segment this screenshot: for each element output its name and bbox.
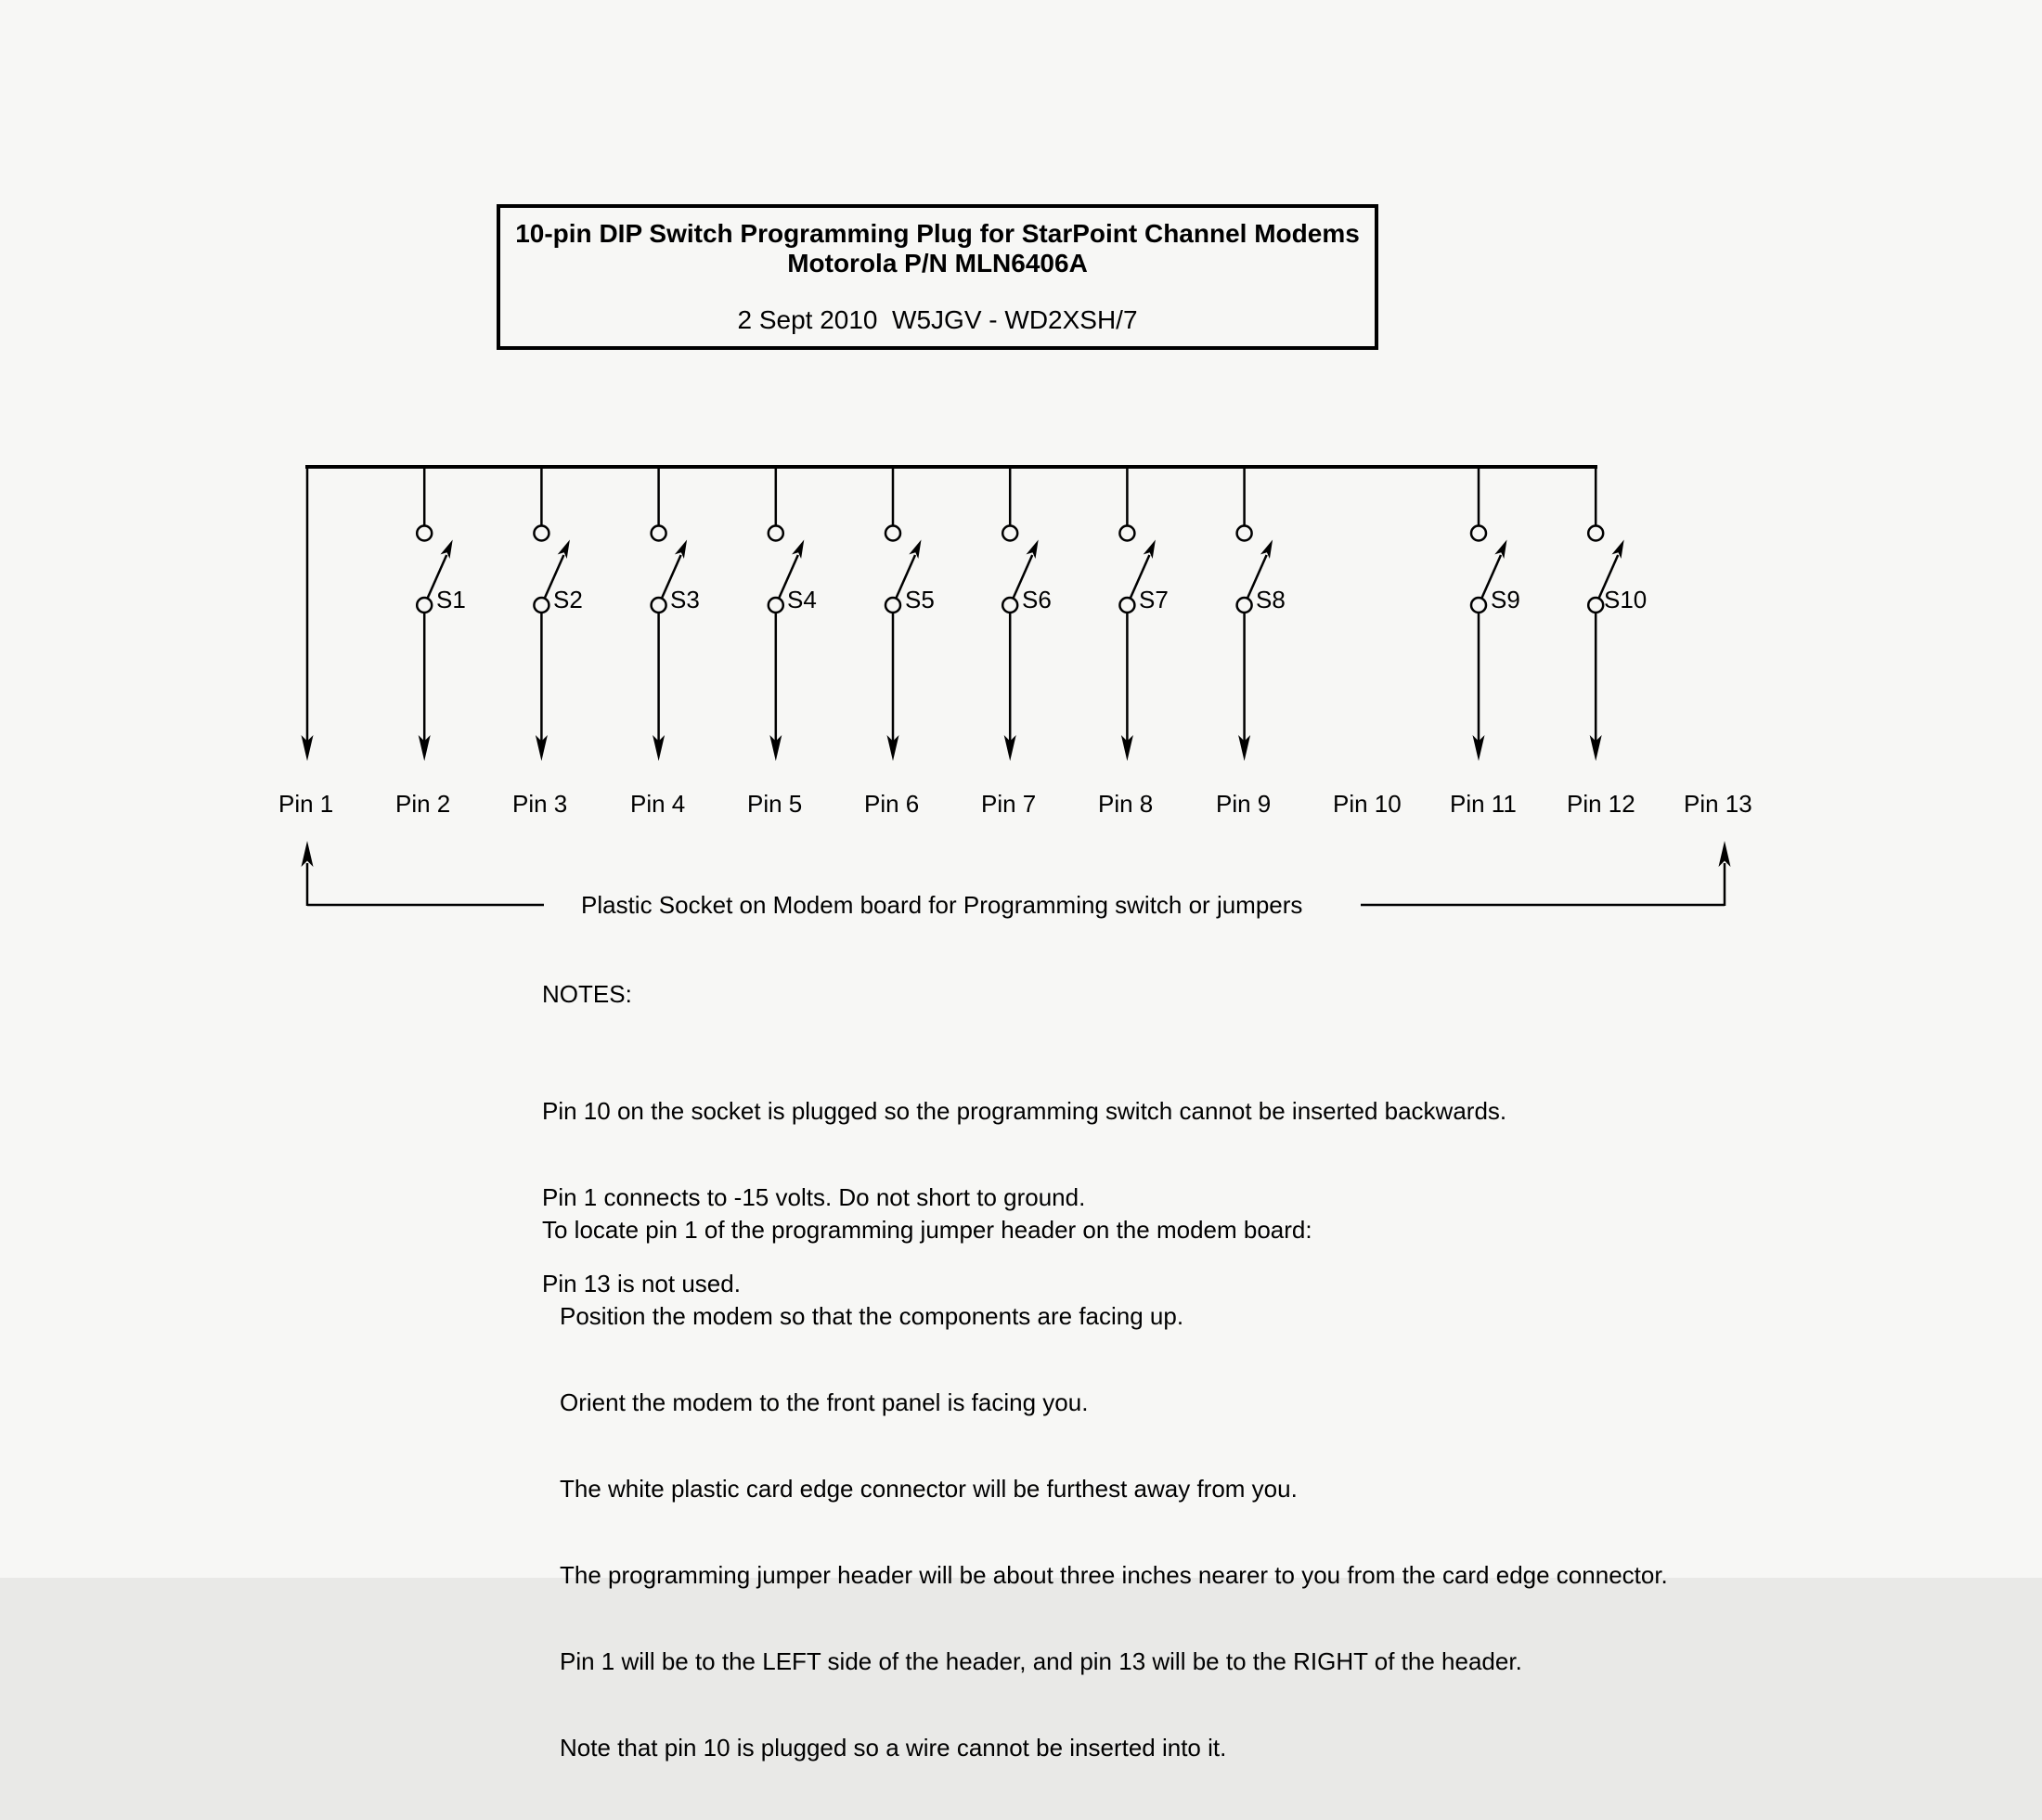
pin-label-8: Pin 8: [1098, 790, 1154, 818]
socket-caption: Plastic Socket on Modem board for Programming switch or jumpers: [581, 891, 1303, 919]
pin-label-5: Pin 5: [747, 790, 803, 818]
switch-label-s3: S3: [670, 586, 700, 613]
notes-heading: NOTES:: [542, 980, 632, 1008]
title-line-1: 10-pin DIP Switch Programming Plug for StarPoint Channel Modems: [515, 219, 1360, 248]
switch-label-s4: S4: [787, 586, 817, 613]
note-line: Orient the modem to the front panel is facing you.: [560, 1388, 1089, 1416]
title-date-line: 2 Sept 2010 W5JGV - WD2XSH/7: [737, 305, 1138, 334]
note-line: Pin 10 on the socket is plugged so the programming switch cannot be inserted backwards.: [542, 1097, 1507, 1125]
note-line: Position the modem so that the components are facing up.: [560, 1302, 1184, 1330]
note-line: The programming jumper header will be about three inches nearer to you from the card edge connector.: [560, 1561, 1668, 1589]
note-line: Pin 13 is not used.: [542, 1270, 741, 1297]
socket-bracket-right: [1361, 841, 1731, 906]
notes-block-2: [542, 1158, 1668, 1820]
note-line: Note that pin 10 is plugged so a wire cannot be inserted into it.: [560, 1734, 1227, 1762]
pin1-wire: [302, 465, 314, 761]
switch-label-s9: S9: [1491, 586, 1520, 613]
pin-label-4: Pin 4: [630, 790, 686, 818]
pin-label-6: Pin 6: [864, 790, 920, 818]
switch-label-s1: S1: [436, 586, 466, 613]
pin-label-1: Pin 1: [278, 790, 334, 818]
switch-label-s2: S2: [553, 586, 583, 613]
note-line: The white plastic card edge connector will be furthest away from you.: [560, 1475, 1298, 1503]
switch-label-s5: S5: [905, 586, 935, 613]
pin-label-12: Pin 12: [1567, 790, 1635, 818]
note-line: To locate pin 1 of the programming jumper header on the modem board:: [542, 1216, 1312, 1244]
pin-label-11: Pin 11: [1450, 790, 1517, 818]
pin-label-2: Pin 2: [395, 790, 451, 818]
pin-label-3: Pin 3: [512, 790, 568, 818]
pin-label-7: Pin 7: [981, 790, 1037, 818]
switch-label-s8: S8: [1256, 586, 1286, 613]
socket-bracket-left: [302, 841, 545, 906]
switch-label-s7: S7: [1139, 586, 1169, 613]
pin-label-10: Pin 10: [1333, 790, 1402, 818]
pin-label-9: Pin 9: [1216, 790, 1272, 818]
switch-label-s10: S10: [1604, 586, 1648, 613]
note-line: Pin 1 will be to the LEFT side of the header, and pin 13 will be to the RIGHT of the header.: [560, 1647, 1522, 1675]
switch-label-s6: S6: [1022, 586, 1052, 613]
title-line-2: Motorola P/N MLN6406A: [787, 249, 1088, 278]
pin-label-13: Pin 13: [1684, 790, 1752, 818]
note-line: Pin 1 connects to -15 volts. Do not short to ground.: [542, 1183, 1086, 1211]
